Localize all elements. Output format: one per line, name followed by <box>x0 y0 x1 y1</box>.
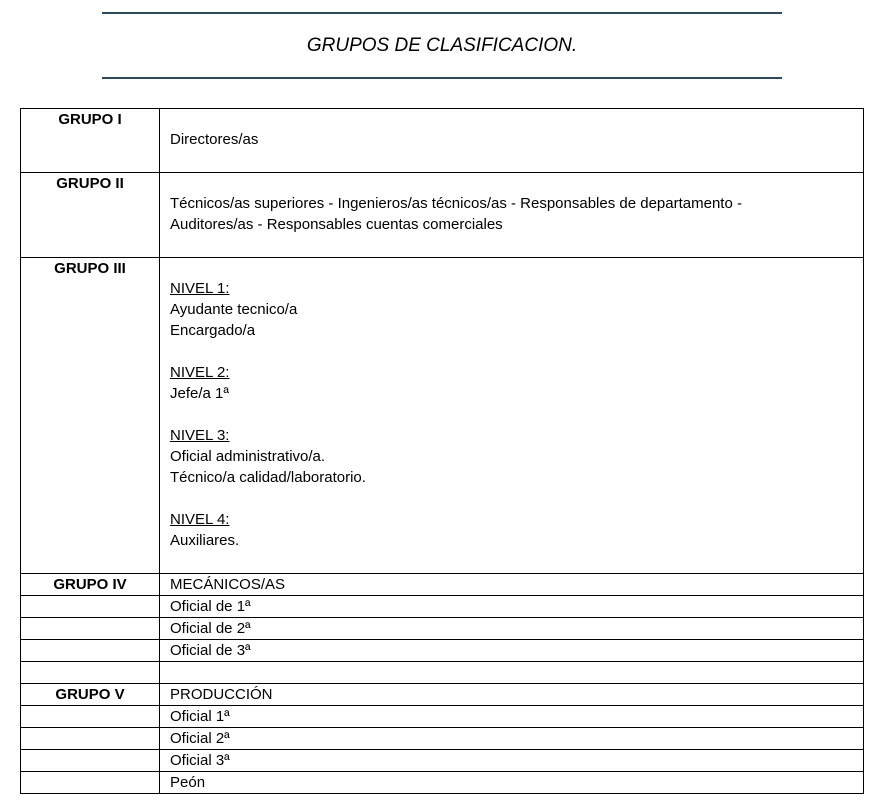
table-row <box>21 662 864 684</box>
desc-line: Auditores/as - Responsables cuentas comerciales <box>170 216 503 233</box>
level-label: NIVEL 1: <box>170 280 230 297</box>
group-item: Oficial 1ª <box>160 706 864 728</box>
level-item: Auxiliares. <box>170 532 240 549</box>
group-header: PRODUCCIÓN <box>160 684 864 706</box>
table-row <box>21 706 864 728</box>
level-block <box>170 362 853 404</box>
group-item: Oficial de 2ª <box>160 618 864 640</box>
desc-line: Técnicos/as superiores - Ingenieros/as técnicos/as - Responsables de departamento - <box>170 195 742 212</box>
table-row <box>21 772 864 794</box>
group-desc <box>160 173 864 258</box>
bottom-rule <box>102 77 782 79</box>
table-row <box>21 173 864 258</box>
group-item: Oficial de 1ª <box>160 596 864 618</box>
table-row <box>21 684 864 706</box>
group-name: GRUPO IV <box>21 574 160 596</box>
group-desc: Directores/as <box>160 109 864 173</box>
level-label: NIVEL 3: <box>170 427 230 444</box>
classification-table <box>20 108 864 794</box>
group-item: Oficial 3ª <box>160 750 864 772</box>
table-row <box>21 258 864 574</box>
level-item: Encargado/a <box>170 322 256 339</box>
level-block <box>170 509 853 551</box>
table-row <box>21 640 864 662</box>
level-label: NIVEL 4: <box>170 511 230 528</box>
group-name: GRUPO II <box>21 173 160 258</box>
group-levels <box>160 258 864 574</box>
level-block <box>170 278 853 341</box>
group-header: MECÁNICOS/AS <box>160 574 864 596</box>
table-row <box>21 574 864 596</box>
group-item: Oficial 2ª <box>160 728 864 750</box>
table-row <box>21 109 864 173</box>
level-item: Oficial administrativo/a. <box>170 448 326 465</box>
table-row <box>21 750 864 772</box>
table-row <box>21 596 864 618</box>
level-item: Técnico/a calidad/laboratorio. <box>170 469 366 486</box>
group-name: GRUPO III <box>21 258 160 574</box>
group-item: Peón <box>160 772 864 794</box>
level-item: Ayudante tecnico/a <box>170 301 298 318</box>
group-name: GRUPO I <box>21 109 160 173</box>
group-item: Oficial de 3ª <box>160 640 864 662</box>
level-label: NIVEL 2: <box>170 364 230 381</box>
level-block <box>170 425 853 488</box>
top-rule <box>102 12 782 14</box>
level-item: Jefe/a 1ª <box>170 385 229 402</box>
page-title: GRUPOS DE CLASIFICACION. <box>306 35 578 56</box>
table-row <box>21 618 864 640</box>
group-name: GRUPO V <box>21 684 160 706</box>
table-row <box>21 728 864 750</box>
